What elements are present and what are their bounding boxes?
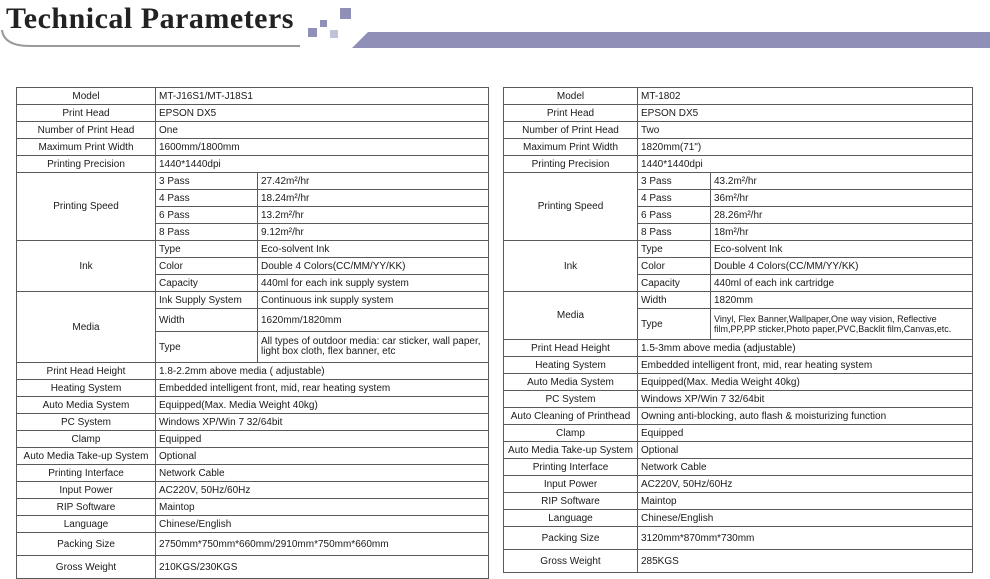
spec-label: RIP Software: [17, 499, 156, 516]
table-row: [504, 340, 973, 357]
spec-label: Input Power: [17, 482, 156, 499]
table-row: [17, 156, 489, 173]
spec-value: Embedded intelligent front, mid, rear heating system: [638, 357, 973, 374]
spec-value: 440ml for each ink supply system: [258, 275, 489, 292]
spec-label: Print Head: [17, 105, 156, 122]
spec-label: PC System: [504, 391, 638, 408]
spec-sublabel: Type: [638, 241, 711, 258]
spec-value: Double 4 Colors(CC/MM/YY/KK): [711, 258, 973, 275]
spec-label: PC System: [17, 414, 156, 431]
spec-label: Heating System: [17, 380, 156, 397]
table-row: [17, 556, 489, 579]
spec-value: 1820mm(71"): [638, 139, 973, 156]
spec-sublabel: Color: [156, 258, 258, 275]
spec-label: Print Head: [504, 105, 638, 122]
spec-label: Ink: [504, 241, 638, 292]
spec-label: Ink: [17, 241, 156, 292]
spec-value: 13.2m²/hr: [258, 207, 489, 224]
spec-label: Language: [17, 516, 156, 533]
table-row: [504, 156, 973, 173]
spec-label: Media: [504, 292, 638, 340]
spec-value: 3120mm*870mm*730mm: [638, 527, 973, 550]
table-row: [504, 442, 973, 459]
table-row: [17, 533, 489, 556]
table-row: [17, 122, 489, 139]
spec-value: 210KGS/230KGS: [156, 556, 489, 579]
spec-value: 285KGS: [638, 550, 973, 573]
table-row: [504, 374, 973, 391]
spec-value: 1440*1440dpi: [638, 156, 973, 173]
spec-sublabel: Type: [156, 241, 258, 258]
table-row: [17, 448, 489, 465]
spec-label: Packing Size: [504, 527, 638, 550]
table-row: [17, 88, 489, 105]
spec-value: 27.42m²/hr: [258, 173, 489, 190]
spec-sublabel: Type: [638, 309, 711, 340]
table-row: [504, 122, 973, 139]
spec-value: Network Cable: [156, 465, 489, 482]
spec-value: Vinyl, Flex Banner,Wallpaper,One way vision, Reflective film,PP,PP sticker,Photo paper,PVC,Backlit film,Canvas,etc.: [711, 309, 973, 340]
table-row: [504, 476, 973, 493]
spec-sublabel: 8 Pass: [638, 224, 711, 241]
spec-value: Embedded intelligent front, mid, rear heating system: [156, 380, 489, 397]
spec-value: Optional: [638, 442, 973, 459]
table-row: [17, 516, 489, 533]
spec-label: Printing Speed: [17, 173, 156, 241]
spec-value: AC220V, 50Hz/60Hz: [638, 476, 973, 493]
spec-sublabel: Capacity: [638, 275, 711, 292]
table-row: [17, 431, 489, 448]
spec-label: Printing Interface: [17, 465, 156, 482]
spec-value: 1.5-3mm above media (adjustable): [638, 340, 973, 357]
table-row: [504, 493, 973, 510]
table-row: [17, 241, 489, 258]
spec-value: 18m²/hr: [711, 224, 973, 241]
spec-value: MT-1802: [638, 88, 973, 105]
spec-value: Windows XP/Win 7 32/64bit: [638, 391, 973, 408]
spec-sublabel: Type: [156, 332, 258, 363]
spec-value: 2750mm*750mm*660mm/2910mm*750mm*660mm: [156, 533, 489, 556]
spec-value: 18.24m²/hr: [258, 190, 489, 207]
spec-label: Language: [504, 510, 638, 527]
spec-label: Packing Size: [17, 533, 156, 556]
spec-label: Printing Speed: [504, 173, 638, 241]
spec-value: MT-J16S1/MT-J18S1: [156, 88, 489, 105]
spec-value: 1620mm/1820mm: [258, 309, 489, 332]
spec-label: Number of Print Head: [17, 122, 156, 139]
table-row: [504, 527, 973, 550]
spec-sublabel: 8 Pass: [156, 224, 258, 241]
spec-sublabel: Width: [638, 292, 711, 309]
spec-sublabel: 4 Pass: [156, 190, 258, 207]
spec-value: Equipped: [156, 431, 489, 448]
table-row: [17, 380, 489, 397]
spec-label: Print Head Height: [17, 363, 156, 380]
spec-label: Printing Precision: [17, 156, 156, 173]
table-row: [504, 425, 973, 442]
table-row: [17, 499, 489, 516]
spec-label: Model: [17, 88, 156, 105]
table-row: [17, 292, 489, 309]
spec-value: Network Cable: [638, 459, 973, 476]
spec-value: One: [156, 122, 489, 139]
spec-label: Media: [17, 292, 156, 363]
spec-value: All types of outdoor media: car sticker, wall paper, light box cloth, flex banner, etc: [258, 332, 489, 363]
spec-value: 1.8-2.2mm above media ( adjustable): [156, 363, 489, 380]
spec-value: Two: [638, 122, 973, 139]
spec-label: Auto Media Take-up System: [504, 442, 638, 459]
spec-table-left: [16, 87, 489, 579]
spec-label: Auto Media System: [504, 374, 638, 391]
spec-label: Clamp: [504, 425, 638, 442]
table-row: [17, 173, 489, 190]
table-row: [504, 510, 973, 527]
table-row: [504, 391, 973, 408]
spec-label: Gross Weight: [504, 550, 638, 573]
table-row: [17, 482, 489, 499]
spec-value: Double 4 Colors(CC/MM/YY/KK): [258, 258, 489, 275]
table-row: [17, 397, 489, 414]
spec-label: Maximum Print Width: [17, 139, 156, 156]
spec-sublabel: 3 Pass: [638, 173, 711, 190]
table-row: [17, 139, 489, 156]
spec-label: Auto Media System: [17, 397, 156, 414]
spec-value: 1820mm: [711, 292, 973, 309]
spec-value: Eco-solvent Ink: [258, 241, 489, 258]
page-title: Technical Parameters: [6, 2, 294, 35]
table-row: [504, 241, 973, 258]
spec-sublabel: 6 Pass: [638, 207, 711, 224]
spec-sublabel: Color: [638, 258, 711, 275]
table-row: [504, 292, 973, 309]
spec-value: Windows XP/Win 7 32/64bit: [156, 414, 489, 431]
spec-sublabel: Ink Supply System: [156, 292, 258, 309]
spec-label: Number of Print Head: [504, 122, 638, 139]
spec-value: 1600mm/1800mm: [156, 139, 489, 156]
spec-label: Heating System: [504, 357, 638, 374]
spec-value: Maintop: [156, 499, 489, 516]
spec-label: Model: [504, 88, 638, 105]
spec-value: EPSON DX5: [156, 105, 489, 122]
table-row: [17, 363, 489, 380]
spec-value: Eco-solvent Ink: [711, 241, 973, 258]
spec-label: Clamp: [17, 431, 156, 448]
spec-sublabel: 3 Pass: [156, 173, 258, 190]
table-row: [504, 105, 973, 122]
table-row: [504, 459, 973, 476]
spec-value: Maintop: [638, 493, 973, 510]
spec-value: Equipped: [638, 425, 973, 442]
spec-value: Owning anti-blocking, auto flash & moisturizing function: [638, 408, 973, 425]
spec-value: Optional: [156, 448, 489, 465]
spec-value: 36m²/hr: [711, 190, 973, 207]
spec-value: EPSON DX5: [638, 105, 973, 122]
table-row: [504, 173, 973, 190]
spec-label: Maximum Print Width: [504, 139, 638, 156]
table-row: [17, 465, 489, 482]
spec-value: Chinese/English: [156, 516, 489, 533]
table-row: [504, 139, 973, 156]
spec-label: RIP Software: [504, 493, 638, 510]
spec-value: 9.12m²/hr: [258, 224, 489, 241]
spec-value: Chinese/English: [638, 510, 973, 527]
table-row: [504, 550, 973, 573]
table-row: [17, 105, 489, 122]
spec-value: 28.26m²/hr: [711, 207, 973, 224]
table-row: [17, 414, 489, 431]
spec-sublabel: 4 Pass: [638, 190, 711, 207]
spec-value: 43.2m²/hr: [711, 173, 973, 190]
spec-value: Equipped(Max. Media Weight 40kg): [638, 374, 973, 391]
table-row: [504, 88, 973, 105]
spec-value: 1440*1440dpi: [156, 156, 489, 173]
spec-value: AC220V, 50Hz/60Hz: [156, 482, 489, 499]
spec-label: Print Head Height: [504, 340, 638, 357]
spec-value: Continuous ink supply system: [258, 292, 489, 309]
spec-table-right: [503, 87, 973, 573]
spec-label: Printing Interface: [504, 459, 638, 476]
spec-label: Auto Media Take-up System: [17, 448, 156, 465]
spec-label: Gross Weight: [17, 556, 156, 579]
table-row: [504, 357, 973, 374]
spec-sublabel: Width: [156, 309, 258, 332]
table-row: [504, 408, 973, 425]
spec-label: Printing Precision: [504, 156, 638, 173]
spec-value: Equipped(Max. Media Weight 40kg): [156, 397, 489, 414]
spec-label: Auto Cleaning of Printhead: [504, 408, 638, 425]
spec-value: 440ml of each ink cartridge: [711, 275, 973, 292]
header-bar: [300, 8, 990, 48]
spec-sublabel: 6 Pass: [156, 207, 258, 224]
spec-sublabel: Capacity: [156, 275, 258, 292]
spec-label: Input Power: [504, 476, 638, 493]
